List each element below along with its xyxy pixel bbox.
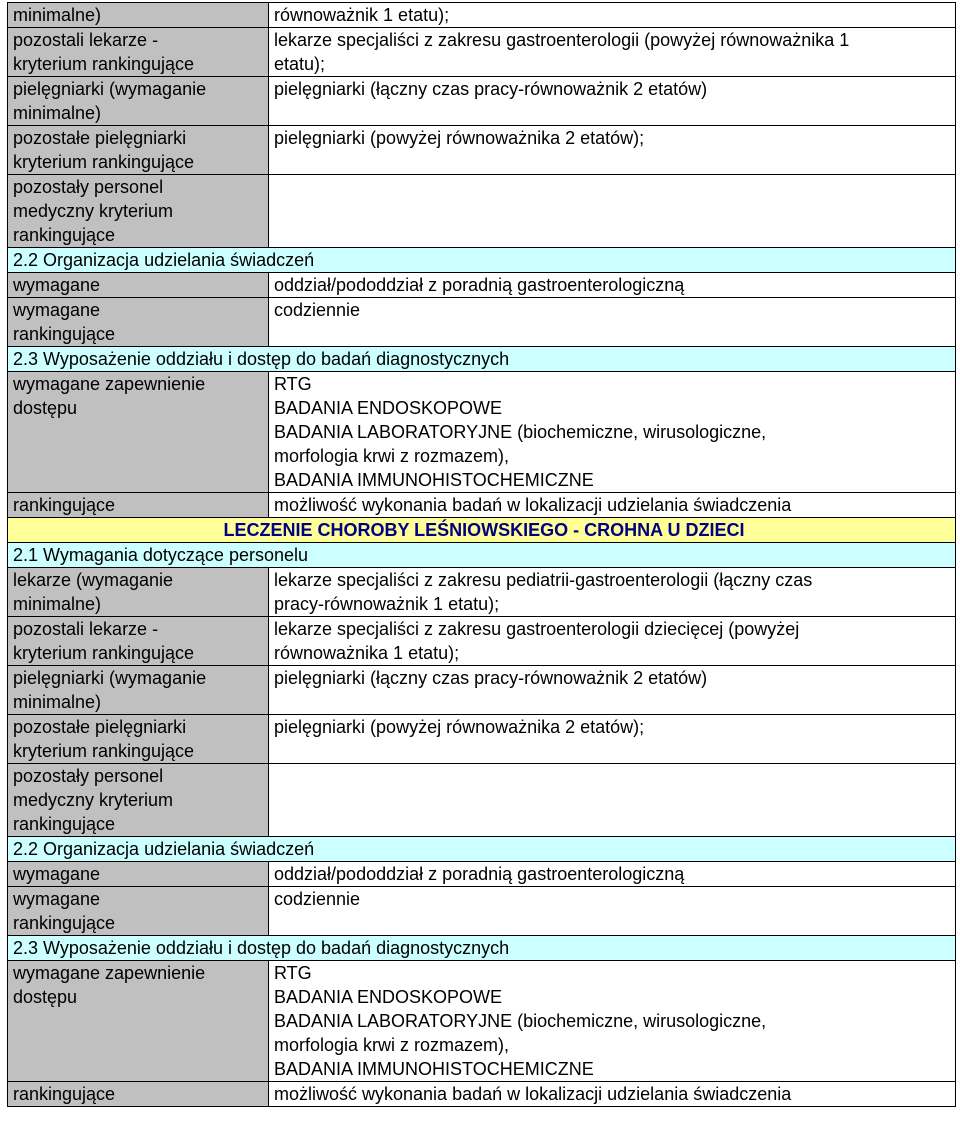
label-line: pielęgniarki (wymaganie: [13, 79, 207, 99]
value-line: oddział/pododdział z poradnią gastroenterologiczną: [274, 275, 685, 295]
row-value: [269, 372, 956, 493]
row-label: [8, 1082, 269, 1107]
section-heading-row: [8, 936, 956, 961]
value-line: morfologia krwi z rozmazem),: [274, 446, 510, 466]
org-row: [8, 887, 956, 936]
org-row: [8, 298, 956, 347]
label-line: pozostały personel: [13, 766, 164, 786]
value-line: BADANIA LABORATORYJNE (biochemiczne, wirusologiczne,: [274, 422, 767, 442]
label-line: wymagane: [13, 300, 101, 320]
staff-row: [8, 77, 956, 126]
row-value: [269, 273, 956, 298]
label-line: wymagane: [13, 864, 101, 884]
staff-row: [8, 764, 956, 837]
row-label: [8, 77, 269, 126]
row-label: [8, 273, 269, 298]
row-label: [8, 715, 269, 764]
row-label: [8, 298, 269, 347]
requirements-table-body: [8, 3, 956, 1107]
value-line: BADANIA IMMUNOHISTOCHEMICZNE: [274, 1059, 594, 1079]
label-line: kryterium rankingujące: [13, 152, 195, 172]
label-line: wymagane: [13, 275, 101, 295]
section-heading-row: [8, 837, 956, 862]
value-line: codziennie: [274, 300, 361, 320]
value-line: możliwość wykonania badań w lokalizacji udzielania świadczenia: [274, 1084, 792, 1104]
label-line: dostępu: [13, 987, 78, 1007]
value-line: lekarze specjaliści z zakresu gastroenterologii (powyżej równoważnika 1: [274, 30, 850, 50]
value-line: etatu);: [274, 54, 326, 74]
row-label: [8, 568, 269, 617]
row-label: [8, 28, 269, 77]
staff-row: [8, 617, 956, 666]
label-line: wymagane zapewnienie: [13, 374, 206, 394]
label-line: pozostałe pielęgniarki: [13, 128, 187, 148]
value-line: lekarze specjaliści z zakresu pediatrii-gastroenterologii (łączny czas: [274, 570, 813, 590]
row-value: [269, 617, 956, 666]
section-heading: 2.2 Organizacja udzielania świadczeń: [8, 837, 956, 862]
row-value: [269, 961, 956, 1082]
label-line: minimalne): [13, 692, 102, 712]
row-label: [8, 862, 269, 887]
label-line: kryterium rankingujące: [13, 643, 195, 663]
label-line: dostępu: [13, 398, 78, 418]
label-line: rankingujące: [13, 225, 116, 245]
label-line: pozostali lekarze -: [13, 619, 159, 639]
org-row: [8, 273, 956, 298]
org-row: [8, 862, 956, 887]
row-label: [8, 764, 269, 837]
staff-row: [8, 28, 956, 77]
label-line: pozostali lekarze -: [13, 30, 159, 50]
value-line: równoważnik 1 etatu);: [274, 5, 450, 25]
value-line: pielęgniarki (powyżej równoważnika 2 etatów);: [274, 128, 645, 148]
row-value: [269, 126, 956, 175]
value-line: pielęgniarki (łączny czas pracy-równoważnik 2 etatów): [274, 668, 708, 688]
label-line: pozostały personel: [13, 177, 164, 197]
value-line: [274, 175, 955, 199]
label-line: medyczny kryterium: [13, 790, 174, 810]
row-value: [269, 666, 956, 715]
row-label: [8, 617, 269, 666]
section-heading: 2.3 Wyposażenie oddziału i dostęp do badań diagnostycznych: [8, 936, 956, 961]
label-line: pozostałe pielęgniarki: [13, 717, 187, 737]
requirements-table: [7, 2, 956, 1107]
row-label: [8, 3, 269, 28]
section-heading-row: [8, 543, 956, 568]
section-heading: 2.1 Wymagania dotyczące personelu: [8, 543, 956, 568]
value-line: pielęgniarki (powyżej równoważnika 2 etatów);: [274, 717, 645, 737]
label-line: rankingujące: [13, 324, 116, 344]
value-line: morfologia krwi z rozmazem),: [274, 1035, 510, 1055]
row-label: [8, 961, 269, 1082]
row-value: [269, 77, 956, 126]
row-value: [269, 887, 956, 936]
label-line: kryterium rankingujące: [13, 741, 195, 761]
label-line: kryterium rankingujące: [13, 54, 195, 74]
row-value: [269, 862, 956, 887]
row-value: [269, 3, 956, 28]
label-line: rankingujące: [13, 495, 116, 515]
value-line: RTG: [274, 374, 312, 394]
row-label: [8, 666, 269, 715]
value-line: [274, 764, 955, 788]
label-line: rankingujące: [13, 913, 116, 933]
label-line: minimalne): [13, 594, 102, 614]
row-label: [8, 493, 269, 518]
section-heading: 2.3 Wyposażenie oddziału i dostęp do badań diagnostycznych: [8, 347, 956, 372]
value-line: RTG: [274, 963, 312, 983]
row-value: [269, 175, 956, 248]
staff-row: [8, 126, 956, 175]
label-line: rankingujące: [13, 1084, 116, 1104]
row-value: [269, 715, 956, 764]
staff-row: [8, 666, 956, 715]
section-heading-row: [8, 347, 956, 372]
label-line: wymagane zapewnienie: [13, 963, 206, 983]
label-line: minimalne): [13, 5, 102, 25]
row-label: [8, 372, 269, 493]
label-line: pielęgniarki (wymaganie: [13, 668, 207, 688]
equipment-row: [8, 493, 956, 518]
equipment-row: [8, 1082, 956, 1107]
value-line: oddział/pododdział z poradnią gastroenterologiczną: [274, 864, 685, 884]
label-line: minimalne): [13, 103, 102, 123]
value-line: pielęgniarki (łączny czas pracy-równoważnik 2 etatów): [274, 79, 708, 99]
row-value: [269, 764, 956, 837]
row-value: [269, 493, 956, 518]
label-line: rankingujące: [13, 814, 116, 834]
value-line: BADANIA ENDOSKOPOWE: [274, 987, 503, 1007]
row-value: [269, 298, 956, 347]
value-line: BADANIA LABORATORYJNE (biochemiczne, wirusologiczne,: [274, 1011, 767, 1031]
label-line: wymagane: [13, 889, 101, 909]
value-line: codziennie: [274, 889, 361, 909]
row-label: [8, 887, 269, 936]
row-label: [8, 175, 269, 248]
staff-row: [8, 568, 956, 617]
value-line: pracy-równoważnik 1 etatu);: [274, 594, 500, 614]
value-line: możliwość wykonania badań w lokalizacji udzielania świadczenia: [274, 495, 792, 515]
section-heading: 2.2 Organizacja udzielania świadczeń: [8, 248, 956, 273]
label-line: medyczny kryterium: [13, 201, 174, 221]
value-line: równoważnika 1 etatu);: [274, 643, 460, 663]
row-label: [8, 126, 269, 175]
row-value: [269, 568, 956, 617]
procedure-title-row: [8, 518, 956, 543]
row-value: [269, 28, 956, 77]
label-line: lekarze (wymaganie: [13, 570, 174, 590]
section-heading-row: [8, 248, 956, 273]
procedure-title: LECZENIE CHOROBY LEŚNIOWSKIEGO - CROHNA U DZIECI: [8, 518, 956, 543]
staff-row: [8, 175, 956, 248]
row-value: [269, 1082, 956, 1107]
equipment-row: [8, 961, 956, 1082]
staff-row: [8, 3, 956, 28]
staff-row: [8, 715, 956, 764]
value-line: BADANIA IMMUNOHISTOCHEMICZNE: [274, 470, 594, 490]
value-line: BADANIA ENDOSKOPOWE: [274, 398, 503, 418]
equipment-row: [8, 372, 956, 493]
value-line: lekarze specjaliści z zakresu gastroenterologii dziecięcej (powyżej: [274, 619, 800, 639]
